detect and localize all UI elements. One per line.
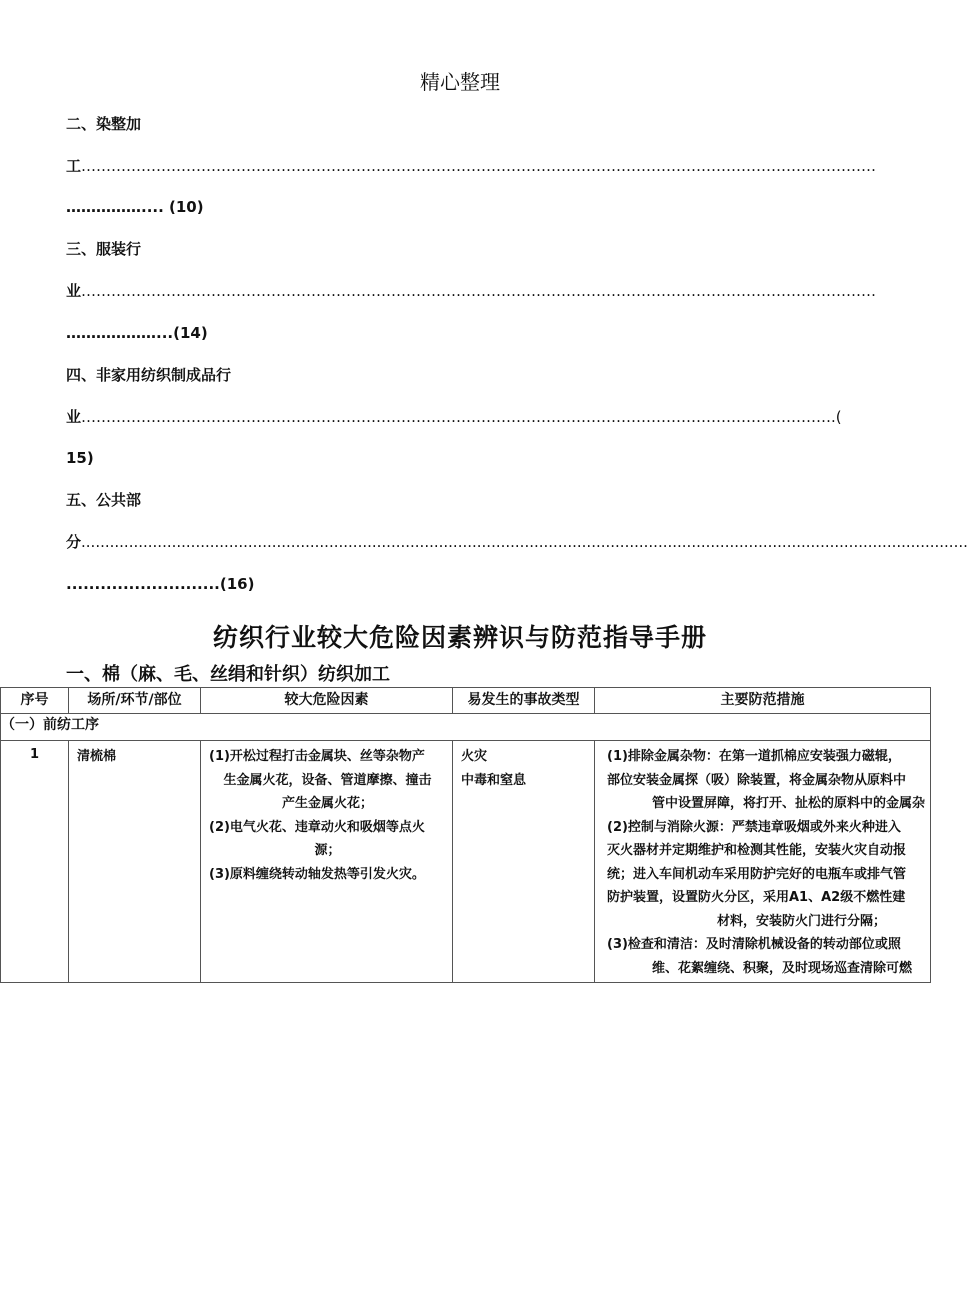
hazard-table <box>0 687 931 983</box>
toc-entry-3-label: 三、服装行 <box>66 240 142 258</box>
hazard-line: 生金属火花，设备、管道摩擦、撞击 <box>223 772 432 788</box>
toc-entry-3-line <box>66 281 877 301</box>
table-row <box>1 741 931 983</box>
subsection-row <box>1 714 931 741</box>
row-accident-types <box>453 741 595 983</box>
measure-line: 维、花絮缠绕、积聚，及时现场巡查清除可燃 <box>652 960 913 976</box>
table-header-row <box>1 688 931 714</box>
measure-line: 防护装置，设置防火分区，采用A1、A2级不燃性建 <box>607 890 906 905</box>
measure-line: (2)控制与消除火源：严禁违章吸烟或外来火种进入 <box>607 819 901 835</box>
toc-entry-3-page: ………………...(14) <box>66 324 208 342</box>
measure-line: (1)排除金属杂物：在第一道抓棉应安装强力磁辊， <box>607 749 901 764</box>
column-header-hazards: 较大危险因素 <box>201 688 453 714</box>
toc-entry-4-label: 四、非家用纺织制成品行 <box>66 366 232 384</box>
toc-entry-3-dots: …………………………………………………………………………………………………………………………………………… <box>81 282 877 300</box>
toc-entry-3-prefix: 业 <box>66 282 82 300</box>
toc-entry-5-line <box>66 532 968 552</box>
hazard-line: (2)电气火花、违章动火和吸烟等点火 <box>209 819 425 835</box>
column-header-measures: 主要防范措施 <box>595 688 931 714</box>
row-measures <box>595 741 931 983</box>
toc-entry-5-label: 五、公共部 <box>66 491 142 509</box>
measure-line: 部位安装金属探（吸）除装置，将金属杂物从原料中 <box>607 772 907 788</box>
toc-entry-5-prefix: 分 <box>66 533 82 551</box>
toc-entry-5-dots: .......................................................................................................................................................................................... <box>81 533 968 551</box>
measure-line: 统；进入车间机动车采用防护完好的电瓶车或排气管 <box>607 866 907 882</box>
hazard-line: 产生金属火花； <box>281 796 373 811</box>
toc-entry-2-prefix: 工 <box>66 157 82 175</box>
toc-entry-2-page: …………….... (10) <box>66 198 204 216</box>
measure-line: 材料，安装防火门进行分隔； <box>717 913 887 929</box>
hazard-line: (1)开松过程打击金属块、丝等杂物产 <box>209 749 425 764</box>
toc-entry-2-line <box>66 156 877 176</box>
toc-entry-4-dots: …………………………………………………………………………………………………………………………………….( <box>81 408 842 426</box>
hazard-line: 源； <box>314 843 341 858</box>
section-heading: 一、棉（麻、毛、丝绢和针织）纺织加工 <box>66 664 390 685</box>
column-header-place: 场所/环节/部位 <box>69 688 201 714</box>
toc-entry-4-prefix: 业 <box>66 408 82 426</box>
toc-entry-2-label: 二、染整加 <box>66 115 142 133</box>
measure-line: 管中设置屏障，将打开、扯松的原料中的金属杂 <box>652 796 926 811</box>
toc-entry-4-line <box>66 407 848 427</box>
measure-line: 灭火器材并定期维护和检测其性能，安装火灾自动报 <box>607 843 907 858</box>
row-number: 1 <box>1 741 69 983</box>
measure-line: (3)检查和清洁：及时清除机械设备的转动部位或照 <box>607 937 901 952</box>
page-header-title: 精心整理 <box>420 70 500 94</box>
row-place: 清梳棉 <box>69 741 201 983</box>
toc-entry-2-dots: …………………………………………………………………………………………………………………………………………… <box>81 157 877 175</box>
column-header-number: 序号 <box>1 688 69 714</box>
accident-type: 火灾 <box>461 749 488 764</box>
column-header-accident-types: 易发生的事故类型 <box>453 688 595 714</box>
subsection-label: （一）前纺工序 <box>1 714 931 741</box>
hazard-line: (3)原料缠绕转动轴发热等引发火灾。 <box>209 866 425 882</box>
row-hazards <box>201 741 453 983</box>
accident-type: 中毒和窒息 <box>461 772 527 788</box>
document-title: 纺织行业较大危险因素辨识与防范指导手册 <box>212 623 707 652</box>
toc-entry-4-page: 15) <box>66 449 94 467</box>
toc-entry-5-page: ...........................(16) <box>66 575 255 593</box>
